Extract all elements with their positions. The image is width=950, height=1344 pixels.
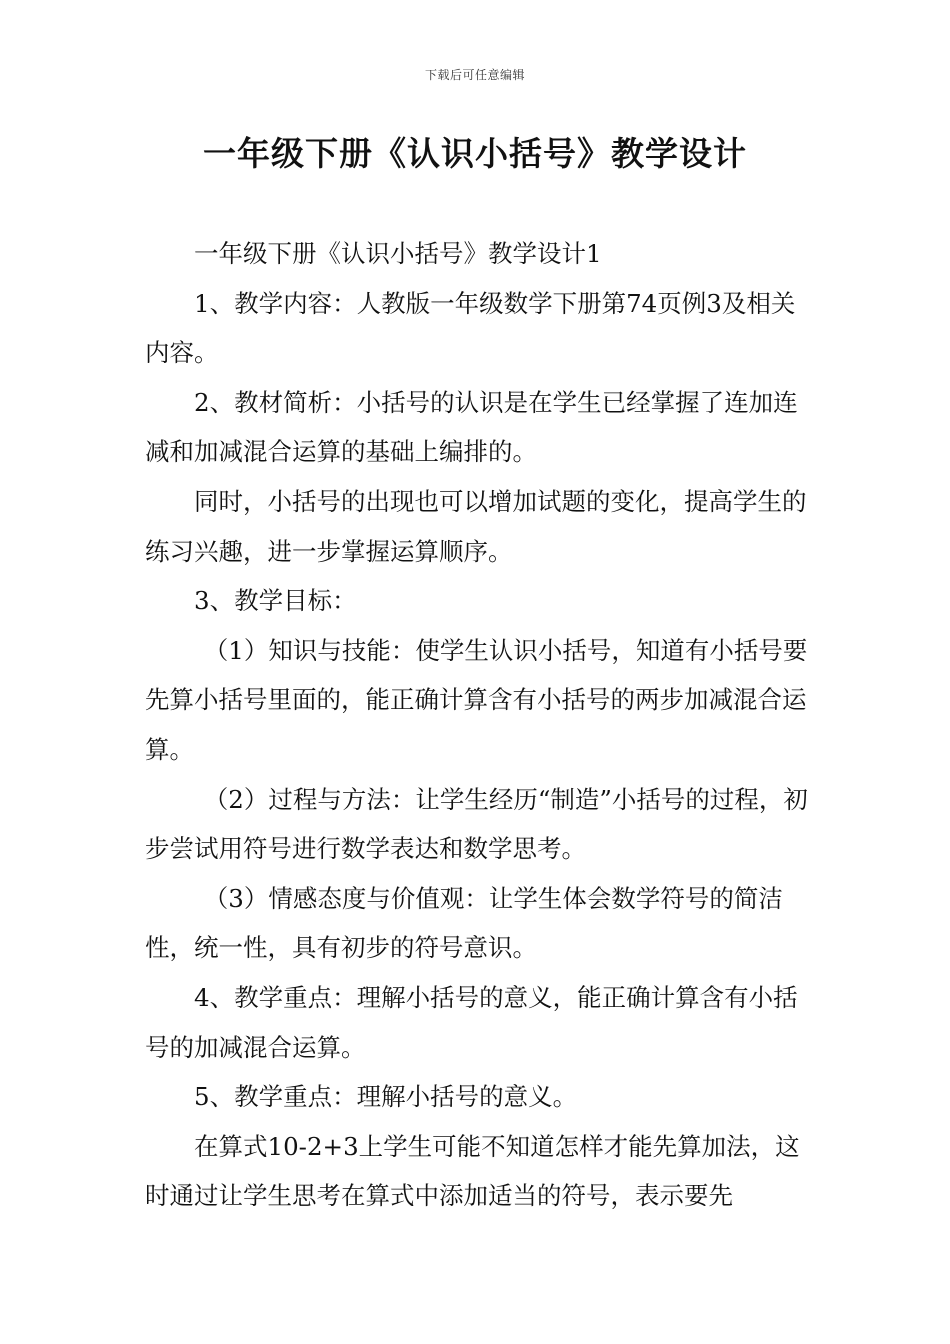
paragraph-goal-attitude: （3）情感态度与价值观：让学生体会数学符号的简洁性，统一性，具有初步的符号意识。 bbox=[145, 883, 783, 963]
paragraph-teaching-goals-heading: 3、教学目标： bbox=[194, 586, 357, 616]
paragraph-difficult-points: 5、教学重点：理解小括号的意义。 bbox=[194, 1082, 578, 1112]
paragraph-goal-knowledge: （1）知识与技能：使学生认识小括号，知道有小括号要先算小括号里面的，能正确计算含有小括号的两步加减混合运算。 bbox=[145, 635, 808, 764]
paragraph-example: 在算式10-2+3上学生可能不知道怎样才能先算加法，这时通过让学生思考在算式中添加适当的符号，表示要先 bbox=[145, 1131, 800, 1211]
document-body bbox=[145, 229, 810, 1221]
paragraph-teaching-content: 1、教学内容：人教版一年级数学下册第74页例3及相关内容。 bbox=[145, 288, 796, 368]
paragraph-material-analysis-cont: 同时，小括号的出现也可以增加试题的变化，提高学生的练习兴趣，进一步掌握运算顺序。 bbox=[145, 486, 807, 566]
header-note: 下载后可任意编辑 bbox=[424, 68, 525, 82]
paragraph-subtitle: 一年级下册《认识小括号》教学设计1 bbox=[194, 239, 602, 268]
paragraph-key-points: 4、教学重点：理解小括号的意义，能正确计算含有小括号的加减混合运算。 bbox=[145, 982, 798, 1062]
paragraph-goal-process: （2）过程与方法：让学生经历“制造”小括号的过程，初步尝试用符号进行数学表达和数学思考。 bbox=[145, 784, 808, 864]
paragraph-material-analysis: 2、教材简析：小括号的认识是在学生已经掌握了连加连减和加减混合运算的基础上编排的。 bbox=[145, 387, 798, 467]
document-title: 一年级下册《认识小括号》教学设计 bbox=[203, 134, 747, 173]
